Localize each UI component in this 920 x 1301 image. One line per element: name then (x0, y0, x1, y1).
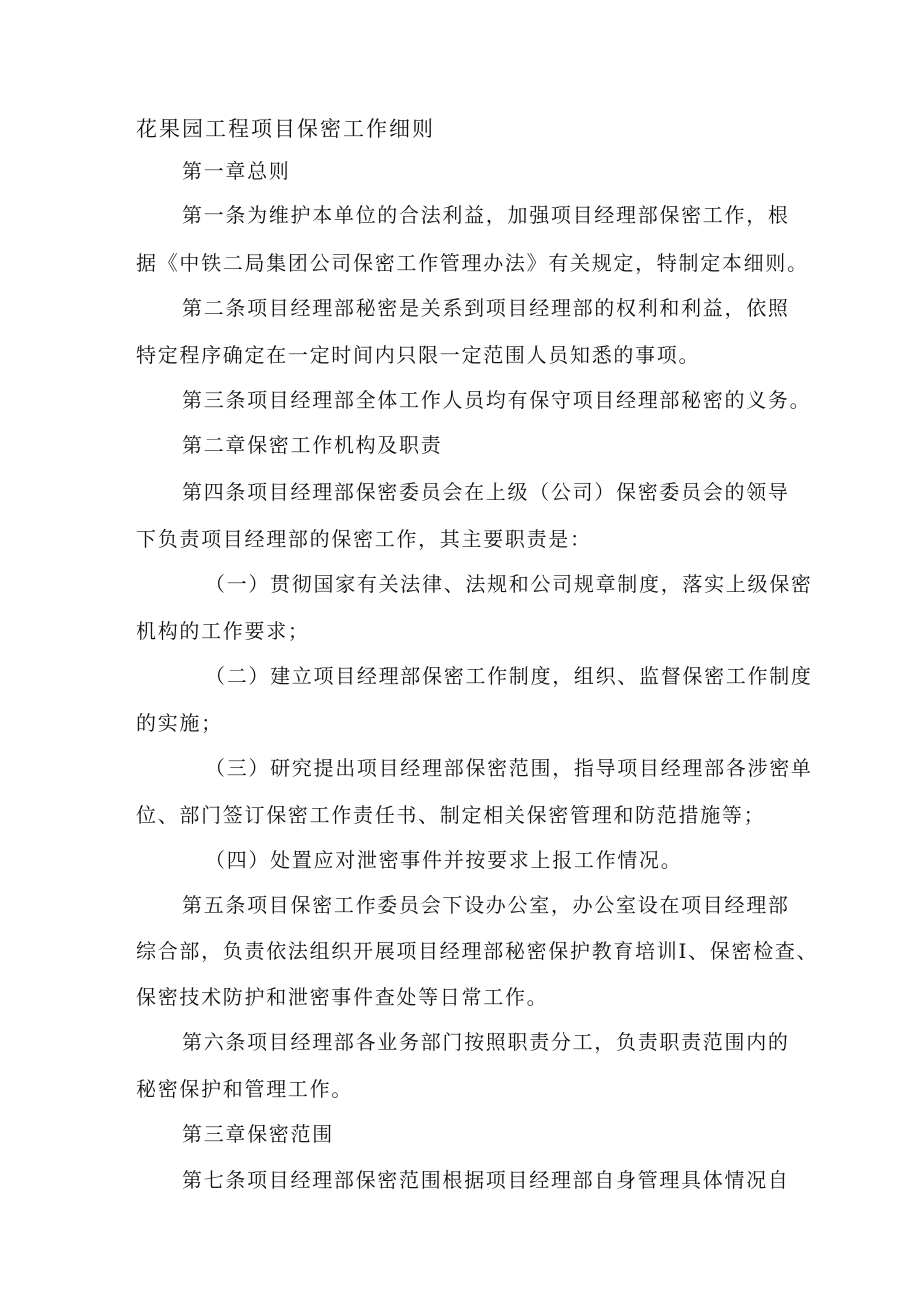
paragraph-line: 第六条项目经理部各业务部门按照职责分工，负责职责范围内的 (182, 1030, 790, 1054)
paragraph-line: 第五条项目保密工作委员会下设办公室，办公室设在项目经理部 (182, 893, 790, 917)
paragraph-line: 第一条为维护本单位的合法利益，加强项目经理部保密工作，根 (182, 203, 790, 227)
list-item-line: （一）贯彻国家有关法律、法规和公司规章制度，落实上级保密 (205, 572, 813, 596)
paragraph-line: 据《中铁二局集团公司保密工作管理办法》有关规定，特制定本细则。 (136, 251, 809, 275)
list-item-line: （四）处置应对泄密事件并按要求上报工作情况。 (205, 848, 683, 872)
paragraph-line: 第三条项目经理部全体工作人员均有保守项目经理部秘密的义务。 (182, 388, 812, 412)
paragraph-line: 第四条项目经理部保密委员会在上级（公司）保密委员会的领导 (182, 480, 790, 504)
chapter-heading: 第二章保密工作机构及职责 (182, 433, 443, 457)
paragraph-line: 秘密保护和管理工作。 (136, 1077, 353, 1101)
paragraph-line: 第二条项目经理部秘密是关系到项目经理部的权利和利益，依照 (182, 296, 790, 320)
paragraph-line: 下负责项目经理部的保密工作，其主要职责是： (136, 527, 592, 551)
list-item-line: 机构的工作要求； (136, 619, 310, 643)
paragraph-line: 保密技术防护和泄密事件查处等日常工作。 (136, 985, 549, 1009)
list-item-line: 的实施； (136, 711, 223, 735)
paragraph-line: 特定程序确定在一定时间内只限一定范围人员知悉的事项。 (136, 343, 701, 367)
list-item-line: （三）研究提出项目经理部保密范围，指导项目经理部各涉密单 (205, 756, 813, 780)
paragraph-line: 第七条项目经理部保密范围根据项目经理部自身管理具体情况自 (182, 1168, 790, 1192)
chapter-heading: 第三章保密范围 (182, 1122, 334, 1146)
chapter-heading: 第一章总则 (182, 159, 291, 183)
paragraph-line: 综合部，负责依法组织开展项目经理部秘密保护教育培训Ⅰ、保密检查、 (136, 939, 819, 963)
document-title: 花果园工程项目保密工作细则 (136, 117, 435, 141)
list-item-line: 位、部门签订保密工作责任书、制定相关保密管理和防范措施等； (136, 803, 766, 827)
list-item-line: （二）建立项目经理部保密工作制度，组织、监督保密工作制度 (205, 664, 813, 688)
